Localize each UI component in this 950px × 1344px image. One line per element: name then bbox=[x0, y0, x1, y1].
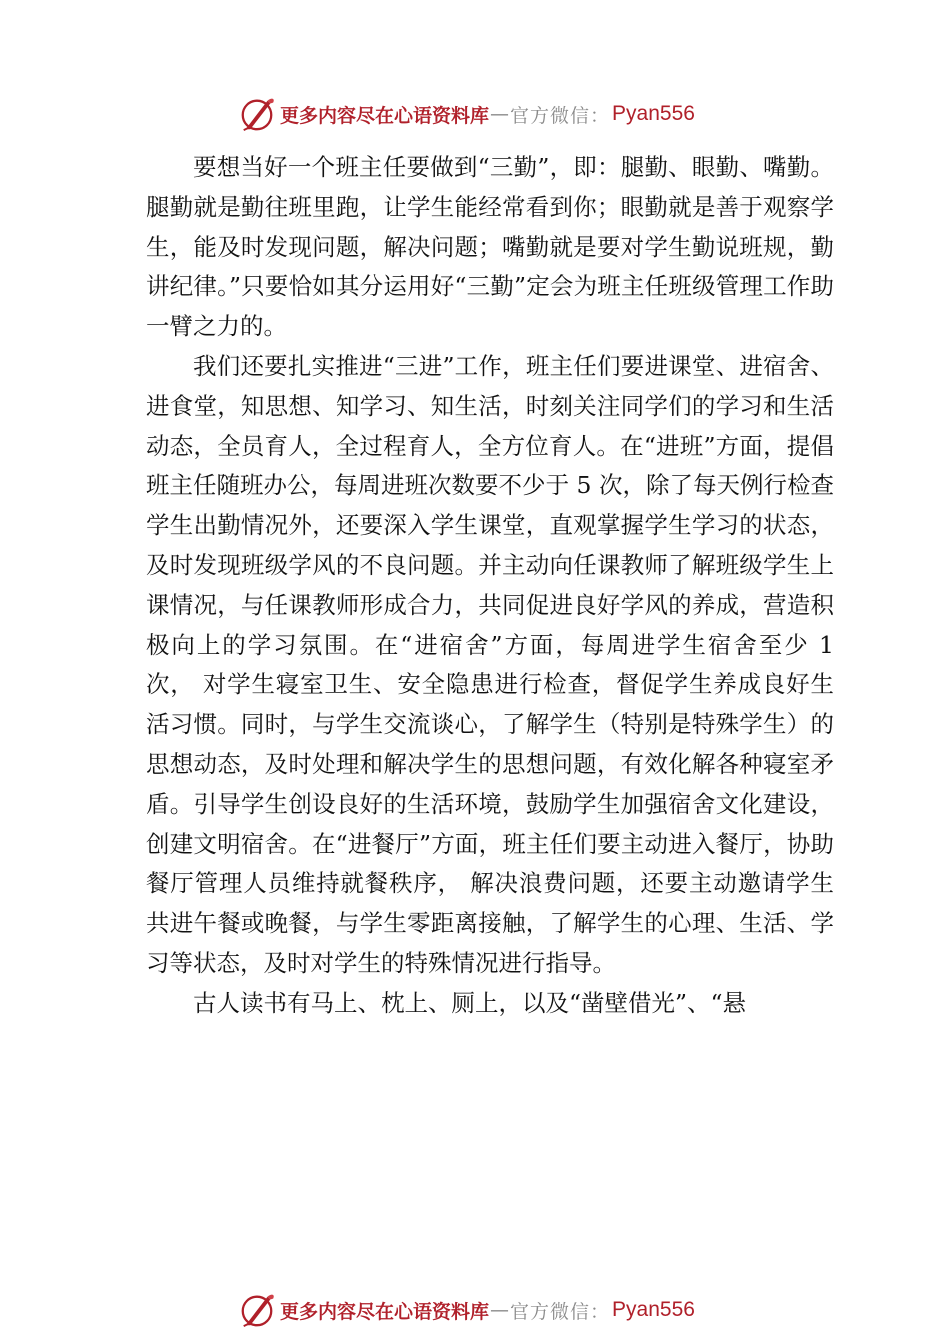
footer-brand-text: 更多内容尽在心语资料库 bbox=[280, 1300, 490, 1323]
header-official-label: 官方微信： bbox=[510, 104, 611, 127]
footer-wechat-id: Pyan556 bbox=[612, 1298, 695, 1321]
footer-dash: — bbox=[490, 1299, 510, 1321]
document-body bbox=[146, 148, 834, 1024]
header-wechat-id: Pyan556 bbox=[612, 102, 695, 125]
paragraph: 要想当好一个班主任要做到“三勤”，即：腿勤、眼勤、嘴勤。腿勤就是勤往班里跑，让学生能经常看到你；眼勤就是善于观察学生，能及时发现问题，解决问题；嘴勤就是要对学生勤说班规，勤讲纪律。”只要恰如其分运用好“三勤”定会为班主任班级管理工作助一臂之力的。 bbox=[146, 153, 834, 341]
quill-pen-logo-icon bbox=[238, 1291, 276, 1329]
paragraph: 我们还要扎实推进“三进”工作，班主任们要进课堂、进宿舍、进食堂，知思想、知学习、知生活，时刻关注同学们的学习和生活动态，全员育人，全过程育人，全方位育人。在“进班”方面，提倡班主任随班办公，每周进班次数要不少于 5 次，除了每天例行检查学生出勤情况外，还要深入学生课堂，直观掌握学生学习的状态，及时发现班级学风的不良问题。并主动向任课教师了解班级学生上课情况，与任课教师形成合力，共同促进良好学风的养成，营造积极向上的学习氛围。在“进宿舍”方面，每周进学生宿舍至少 1 次， 对学生寝室卫生、安全隐患进行检查，督促学生养成良好生活习惯。同时，与学生交流谈心，了解学生（特别是特殊学生）的思想动态，及时处理和解决学生的思想问题，有效化解各种寝室矛盾。引导学生创设良好的生活环境，鼓励学生加强宿舍文化建设，创建文明宿舍。在“进餐厅”方面，班主任们要主动进入餐厅，协助餐厅管理人员维持就餐秩序， 解决浪费问题，还要主动邀请学生共进午餐或晚餐，与学生零距离接触，了解学生的心理、生活、学习等状态，及时对学生的特殊情况进行指导。 bbox=[146, 351, 834, 977]
header-banner bbox=[238, 94, 695, 134]
header-dash: — bbox=[490, 103, 510, 125]
footer-official-label: 官方微信： bbox=[510, 1300, 611, 1323]
header-brand-text: 更多内容尽在心语资料库 bbox=[280, 104, 490, 127]
paragraph: 古人读书有马上、枕上、厕上，以及“凿壁借光”、“悬 bbox=[193, 988, 747, 1017]
footer-banner bbox=[238, 1290, 695, 1330]
quill-pen-logo-icon bbox=[238, 95, 276, 133]
